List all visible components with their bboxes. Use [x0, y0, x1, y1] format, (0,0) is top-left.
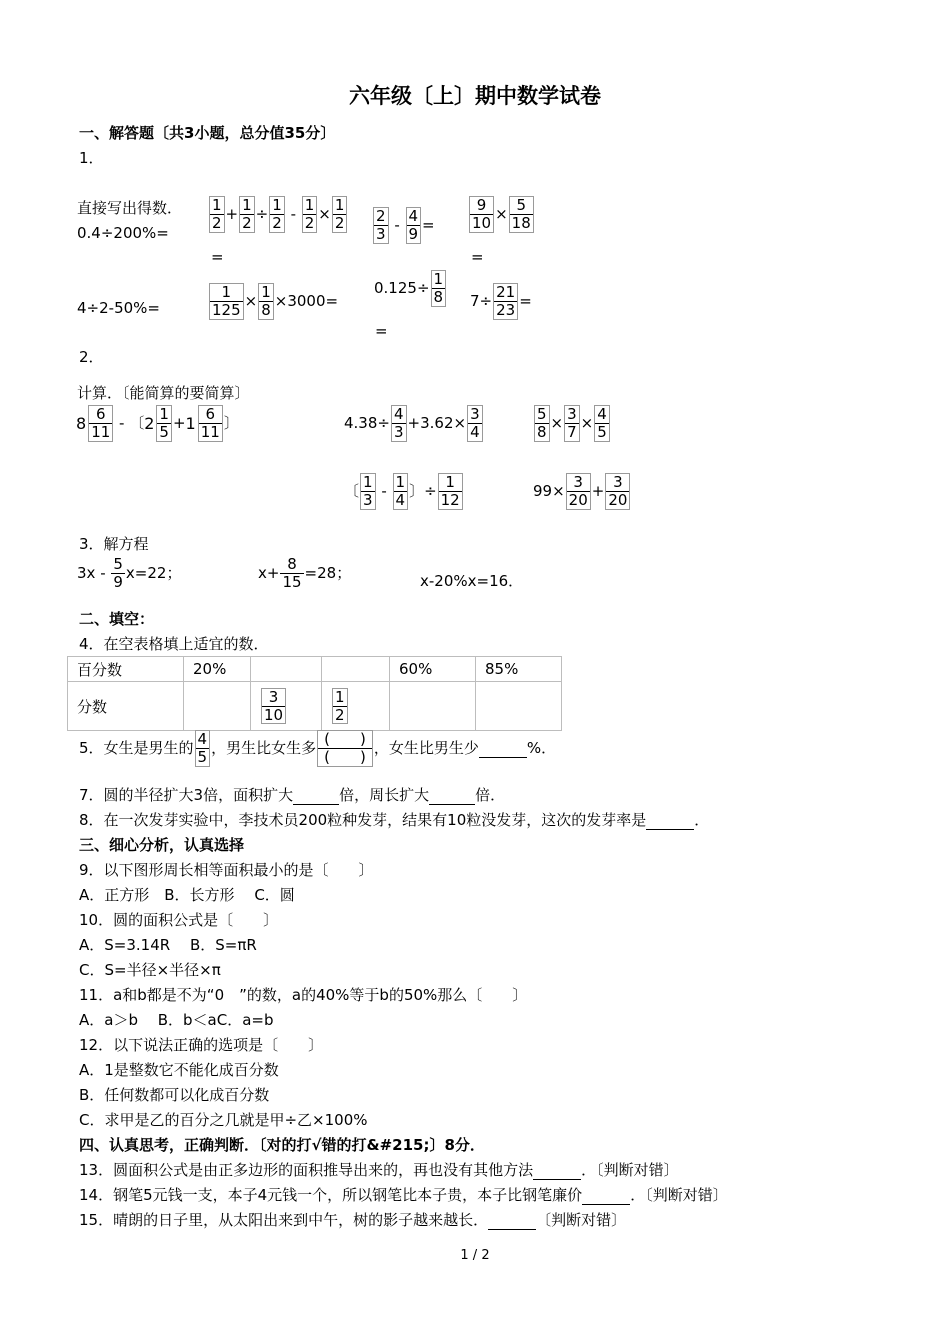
answer-blank[interactable] — [582, 1186, 630, 1205]
q1-item-4-eq: = — [471, 248, 484, 266]
fraction: $\frac{1}{3}$ — [360, 473, 376, 510]
answer-blank[interactable]: $\frac{( )}{( )}$ — [317, 730, 373, 767]
q8-text: 8．在一次发芽实验中，李技术员200粒种发芽，结果有10粒没发芽，这次的发芽率是 ． — [79, 811, 710, 829]
q4-text: 4．在空表格填上适宜的数． — [79, 635, 269, 653]
fraction: $\frac{4}{9}$ — [406, 207, 422, 244]
table-cell — [251, 682, 322, 731]
fraction: $\frac{4}{3}$ — [391, 405, 407, 442]
q1-item-7: 0.125÷ $\frac{1}{8}$ — [374, 270, 447, 307]
fraction: $\frac{5}{8}$ — [534, 405, 550, 442]
fraction: $\frac{5}{18}$ — [509, 196, 534, 233]
table-cell: 百分数 — [68, 657, 184, 682]
q1-item-2-eq: = — [211, 248, 224, 266]
fraction: $\frac{4}{5}$ — [195, 730, 211, 767]
q7-text: 7．圆的半径扩大3倍，面积扩大 倍，周长扩大 倍． — [79, 786, 506, 804]
q9-options: A．正方形 B．长方形 C．圆 — [79, 886, 295, 904]
fraction: $\frac{1}{12}$ — [438, 473, 463, 510]
q1-item-4: $\frac{9}{10}$ × $\frac{5}{18}$ — [468, 196, 535, 233]
fraction: $\frac{1}{8}$ — [258, 283, 274, 320]
fraction: $\frac{1}{2}$ — [332, 196, 348, 233]
q11-text: 11．a和b都是不为“0 ”的数，a的40%等于b的50%那么〔 〕 — [79, 986, 528, 1004]
q14-text: 14．钢笔5元钱一支，本子4元钱一个，所以钢笔比本子贵，本子比钢笔廉价 ．〔判断对错〕 — [79, 1186, 728, 1204]
fraction: $\frac{1}{125}$ — [209, 283, 244, 320]
fraction: $\frac{1}{2}$ — [209, 196, 225, 233]
fraction: $\frac{1}{2}$ — [332, 688, 348, 725]
q1-item-5: 4÷2-50%= — [77, 299, 160, 317]
q2-intro: 计算．〔能简算的要简算〕 — [77, 384, 250, 402]
q2-item-3: $\frac{5}{8}$ × $\frac{3}{7}$ × $\frac{4}{5}$ — [533, 405, 611, 442]
q1-item-2: $\frac{1}{2}$ + $\frac{1}{2}$ ÷ $\frac{1}{2}$ - $\frac{1}{2}$ × $\frac{1}{2}$ — [208, 196, 348, 233]
fraction: $\frac{1}{8}$ — [431, 270, 447, 307]
table-cell — [476, 682, 562, 731]
q5-text: 5．女生是男生的 $\frac{4}{5}$ ，男生比女生多 $\frac{( )}{( )}$ ，女生比男生少 %． — [79, 730, 557, 766]
fraction: $\frac{1}{2}$ — [239, 196, 255, 233]
fraction: $\frac{6}{11}$ — [198, 405, 223, 442]
fraction: $\frac{1}{4}$ — [393, 473, 409, 510]
fraction: $\frac{3}{7}$ — [564, 405, 580, 442]
q3-number: 3．解方程 — [79, 535, 149, 553]
q11-options: A．a＞b B．b＜aC．a=b — [79, 1011, 274, 1029]
section-4-heading: 四、认真思考，正确判断．〔对的打√错的打&#215;〕8分． — [79, 1136, 485, 1154]
q1-item-7-eq: = — [375, 322, 388, 340]
table-cell: 85% — [476, 657, 562, 682]
q12-option-a: A．1是整数它不能化成百分数 — [79, 1061, 279, 1079]
fraction: $\frac{9}{10}$ — [469, 196, 494, 233]
answer-blank[interactable] — [533, 1161, 581, 1180]
q1-number: 1． — [79, 149, 104, 167]
fraction: $\frac{3}{4}$ — [467, 405, 483, 442]
q3-item-2: x+ $\frac{8}{15}$ =28； — [258, 555, 352, 591]
q12-text: 12．以下说法正确的选项是〔 〕 — [79, 1036, 324, 1054]
q10-text: 10．圆的面积公式是〔 〕 — [79, 911, 279, 929]
page-number: 1 / 2 — [460, 1248, 490, 1263]
answer-blank[interactable] — [479, 739, 527, 758]
table-cell — [322, 657, 390, 682]
answer-blank[interactable] — [429, 786, 475, 805]
q13-text: 13．圆面积公式是由正多边形的面积推导出来的，再也没有其他方法 ．〔判断对错〕 — [79, 1161, 679, 1179]
q2-item-4: 〔 $\frac{1}{3}$ - $\frac{1}{4}$ 〕÷ $\frac{1}{12}$ — [344, 473, 464, 510]
q10-options-ab: A．S=3.14R B．S=πR — [79, 936, 257, 954]
q12-option-c: C．求甲是乙的百分之几就是甲÷乙×100% — [79, 1111, 368, 1129]
fraction: $\frac{2}{3}$ — [373, 207, 389, 244]
q1-item-6: $\frac{1}{125}$ × $\frac{1}{8}$ ×3000= — [208, 283, 338, 320]
table-cell: 60% — [390, 657, 476, 682]
q1-item-3: $\frac{2}{3}$ - $\frac{4}{9}$ = — [372, 207, 435, 244]
fraction: $\frac{6}{11}$ — [88, 405, 113, 442]
fraction: $\frac{5}{9}$ — [113, 555, 123, 591]
q3-item-3: x-20%x=16． — [420, 572, 524, 590]
section-2-heading: 二、填空： — [79, 610, 155, 628]
fill-table — [67, 656, 562, 731]
fraction: $\frac{1}{2}$ — [269, 196, 285, 233]
fraction: $\frac{3}{20}$ — [566, 473, 591, 510]
answer-blank[interactable] — [293, 786, 339, 805]
answer-blank[interactable] — [488, 1211, 536, 1230]
table-cell — [184, 682, 251, 731]
fraction: $\frac{8}{15}$ — [282, 555, 302, 591]
section-3-heading: 三、细心分析，认真选择 — [79, 836, 245, 854]
q2-number: 2． — [79, 348, 104, 366]
fraction: $\frac{21}{23}$ — [493, 283, 518, 320]
section-1-heading: 一、解答题〔共3小题，总分值35分〕 — [79, 124, 336, 142]
table-cell — [322, 682, 390, 731]
q10-option-c: C．S=半径×半径×π — [79, 961, 221, 979]
q3-item-1: 3x - $\frac{5}{9}$ x=22； — [77, 555, 182, 591]
q15-text: 15．晴朗的日子里，从太阳出来到中午，树的影子越来越长． 〔判断对错〕 — [79, 1211, 627, 1229]
q1-item-8: 7÷ $\frac{21}{23}$ = — [470, 283, 532, 319]
q9-text: 9．以下图形周长相等面积最小的是〔 〕 — [79, 861, 374, 879]
fraction: $\frac{3}{10}$ — [261, 688, 286, 725]
q2-item-5: 99× $\frac{3}{20}$ + $\frac{3}{20}$ — [533, 473, 631, 510]
fraction: $\frac{4}{5}$ — [594, 405, 610, 442]
table-cell — [251, 657, 322, 682]
page-title: 六年级〔上〕期中数学试卷 — [349, 84, 601, 108]
table-cell — [390, 682, 476, 731]
q12-option-b: B．任何数都可以化成百分数 — [79, 1086, 270, 1104]
table-cell: 分数 — [68, 682, 184, 731]
answer-blank[interactable] — [646, 811, 694, 830]
q2-item-1: 8 $\frac{6}{11}$ - 〔 2 $\frac{1}{5}$ + 1 $\frac{6}{11}$ 〕 — [76, 405, 239, 441]
q1-intro: 直接写出得数． — [77, 199, 183, 217]
table-cell: 20% — [184, 657, 251, 682]
fraction: $\frac{1}{5}$ — [156, 405, 172, 442]
fraction: $\frac{3}{20}$ — [605, 473, 630, 510]
q2-item-2: 4.38÷ $\frac{4}{3}$ +3.62× $\frac{3}{4}$ — [344, 405, 484, 442]
fraction: $\frac{1}{2}$ — [302, 196, 318, 233]
q1-item-1: 0.4÷200%= — [77, 224, 169, 242]
